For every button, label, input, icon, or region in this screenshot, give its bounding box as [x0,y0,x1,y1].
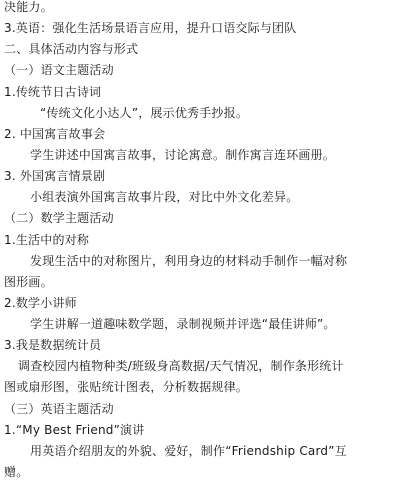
activity-description: “传统文化小达人”，展示优秀手抄报。 [40,106,249,120]
activity-title: 2.数学小讲师 [4,296,77,310]
activity-description: 小组表演外国寓言故事片段，对比中外文化差异。 [30,190,299,204]
text-line: 决能力。 [4,0,53,14]
activity-title: 2. 中国寓言故事会 [4,127,106,141]
activity-description: 赠。 [4,465,29,479]
activity-title: 3. 外国寓言情景剧 [4,169,106,183]
subsection-heading: （一）语文主题活动 [4,63,114,77]
activity-description: 发现生活中的对称图片，利用身边的材料动手制作一幅对称 [30,254,348,268]
section-heading: 二、具体活动内容与形式 [4,42,139,56]
activity-description: 学生讲解一道趣味数学题，录制视频并评选“最佳讲师”。 [30,317,336,331]
activity-description: 学生讲述中国寓言故事，讨论寓意。制作寓言连环画册。 [30,148,336,162]
activity-description: 调查校园内植物种类/班级身高数据/天气情况，制作条形统计 [18,359,344,373]
subsection-heading: （二）数学主题活动 [4,211,114,225]
text-line: 3.英语：强化生活场景语言应用，提升口语交际与团队 [4,21,297,35]
activity-title: 1.传统节日古诗词 [4,85,102,99]
activity-title: 3.我是数据统计员 [4,338,102,352]
activity-title: 1.“My Best Friend”演讲 [4,423,145,437]
activity-title: 1.生活中的对称 [4,233,90,247]
subsection-heading: （三）英语主题活动 [4,402,114,416]
activity-description: 用英语介绍朋友的外貌、爱好，制作“Friendship Card”互 [30,444,347,458]
activity-description: 图或扇形图，张贴统计图表，分析数据规律。 [4,380,249,394]
activity-description: 图形画。 [4,275,53,289]
